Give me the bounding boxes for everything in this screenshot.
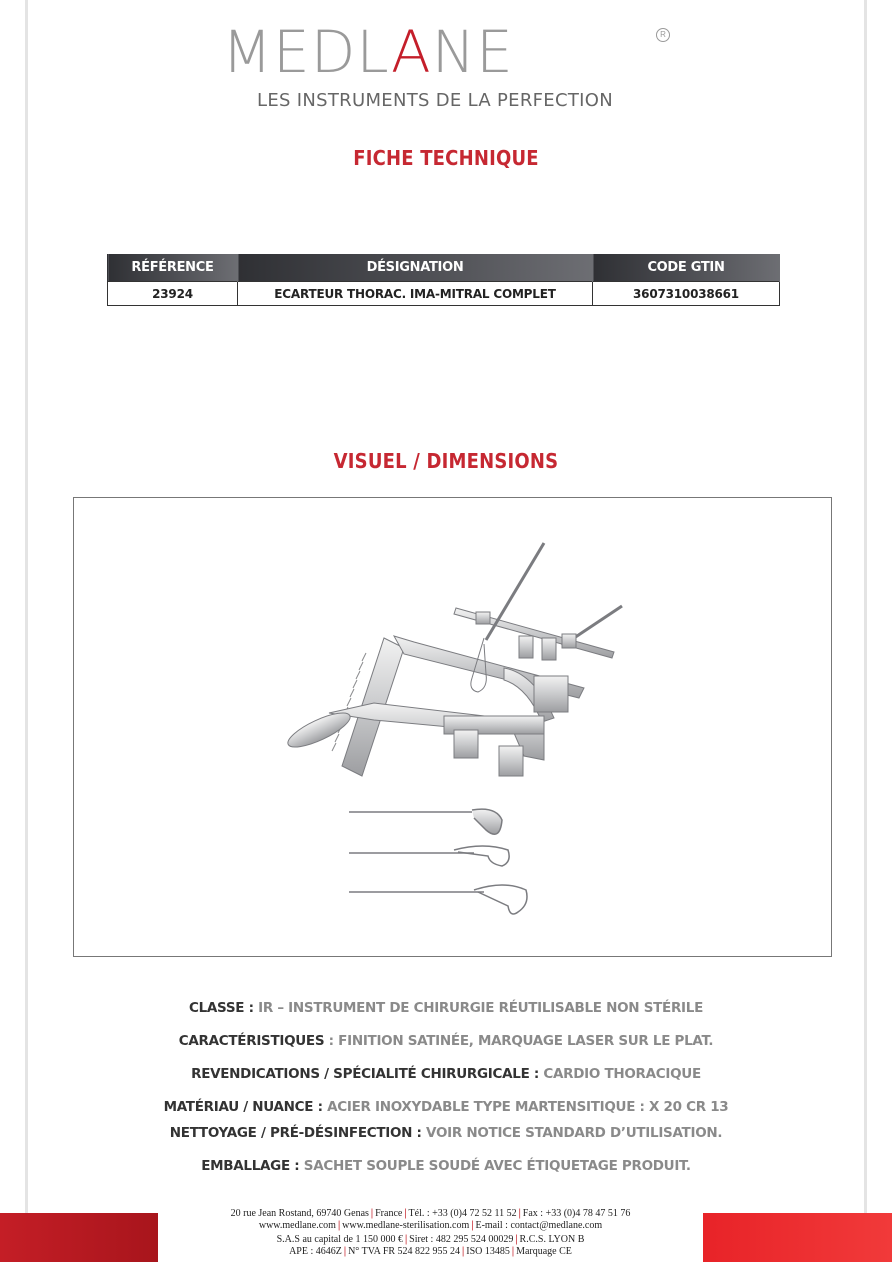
footer-rcs: R.C.S. LYON B <box>519 1234 585 1245</box>
spec-caracteristiques-value: : FINITION SATINÉE, MARQUAGE LASER SUR LE PLAT. <box>324 1033 714 1049</box>
logo-part3: NE <box>431 18 514 86</box>
footer-separator: | <box>337 1220 341 1231</box>
footer-separator: | <box>370 1208 374 1219</box>
footer-separator: | <box>518 1208 521 1219</box>
registered-mark: R <box>656 28 670 42</box>
spec-caracteristiques-key: CARACTÉRISTIQUES <box>178 1033 325 1049</box>
spec-materiau-key: MATÉRIAU / NUANCE : <box>163 1099 323 1115</box>
footer-fax: Fax : +33 (0)4 78 47 51 76 <box>522 1208 631 1219</box>
spec-caracteristiques <box>0 1033 892 1049</box>
footer-separator: | <box>404 1234 408 1245</box>
footer-marquage: Marquage CE <box>516 1246 572 1257</box>
footer-company-line <box>158 1234 703 1245</box>
fiche-technique-title: FICHE TECHNIQUE <box>353 146 539 170</box>
footer-separator: | <box>515 1234 518 1245</box>
logo-part2: A <box>391 18 432 86</box>
footer-address-line <box>158 1208 703 1219</box>
spec-revendications <box>0 1066 892 1082</box>
footer-separator: | <box>471 1220 474 1231</box>
reference-table <box>107 254 780 306</box>
spec-classe-key: CLASSE : <box>189 1000 254 1016</box>
visuel-dimensions-title: VISUEL / DIMENSIONS <box>333 449 559 473</box>
footer-email: E-mail : contact@medlane.com <box>475 1220 603 1231</box>
table-row <box>108 282 780 306</box>
spec-nettoyage-value: VOIR NOTICE STANDARD D’UTILISATION. <box>421 1125 723 1141</box>
cell-reference: 23924 <box>108 282 238 306</box>
footer-separator: | <box>343 1246 347 1257</box>
footer-red-bar-left <box>0 1213 158 1262</box>
brand-tagline: LES INSTRUMENTS DE LA PERFECTION <box>257 90 613 111</box>
footer-red-bar-right <box>703 1213 892 1262</box>
spec-revendications-key: REVENDICATIONS / SPÉCIALITÉ CHIRURGICALE : <box>191 1066 540 1082</box>
spec-emballage-key: EMBALLAGE : <box>201 1158 300 1174</box>
footer-separator: | <box>462 1246 465 1257</box>
header-reference: RÉFÉRENCE <box>108 254 238 282</box>
spec-emballage <box>0 1158 892 1174</box>
product-visual-frame <box>73 497 832 957</box>
footer-separator: | <box>511 1246 515 1257</box>
header-designation: DÉSIGNATION <box>238 254 593 282</box>
footer-capital: S.A.S au capital de 1 150 000 € <box>276 1234 403 1245</box>
cell-designation: ECARTEUR THORAC. IMA-MITRAL COMPLET <box>238 282 593 306</box>
footer-phone: Tél. : +33 (0)4 72 52 11 52 <box>408 1208 517 1219</box>
footer-tva: N° TVA FR 524 822 955 24 <box>348 1246 461 1257</box>
spec-classe <box>0 1000 892 1016</box>
spec-materiau <box>0 1099 892 1115</box>
spec-emballage-value: SACHET SOUPLE SOUDÉ AVEC ÉTIQUETAGE PRODUIT. <box>299 1158 691 1174</box>
table-header-row <box>108 254 780 282</box>
spec-nettoyage <box>0 1125 892 1141</box>
spec-classe-value: IR – INSTRUMENT DE CHIRURGIE RÉUTILISABLE NON STÉRILE <box>253 1000 703 1016</box>
footer-iso: ISO 13485 <box>466 1246 510 1257</box>
header-code-gtin: CODE GTIN <box>593 254 780 282</box>
footer-ape: APE : 4646Z <box>289 1246 342 1257</box>
spec-revendications-value: CARDIO THORACIQUE <box>539 1066 701 1082</box>
footer-web-line <box>158 1220 703 1231</box>
footer-legal-line <box>158 1246 703 1257</box>
footer-address: 20 rue Jean Rostand, 69740 Genas <box>230 1208 369 1219</box>
footer-website: www.medlane.com <box>258 1220 336 1231</box>
footer-website-sterilisation: www.medlane-sterilisation.com <box>342 1220 470 1231</box>
footer-siret: Siret : 482 295 524 00029 <box>409 1234 514 1245</box>
retractor-illustration <box>74 498 831 956</box>
footer-separator: | <box>404 1208 407 1219</box>
spec-materiau-value: ACIER INOXYDABLE TYPE MARTENSITIQUE : X 20 CR 13 <box>322 1099 729 1115</box>
cell-code-gtin: 3607310038661 <box>593 282 780 306</box>
logo-part1: MEDL <box>222 18 391 86</box>
spec-nettoyage-key: NETTOYAGE / PRÉ-DÉSINFECTION : <box>169 1125 422 1141</box>
medlane-logo <box>222 18 650 86</box>
footer-country: France <box>375 1208 403 1219</box>
